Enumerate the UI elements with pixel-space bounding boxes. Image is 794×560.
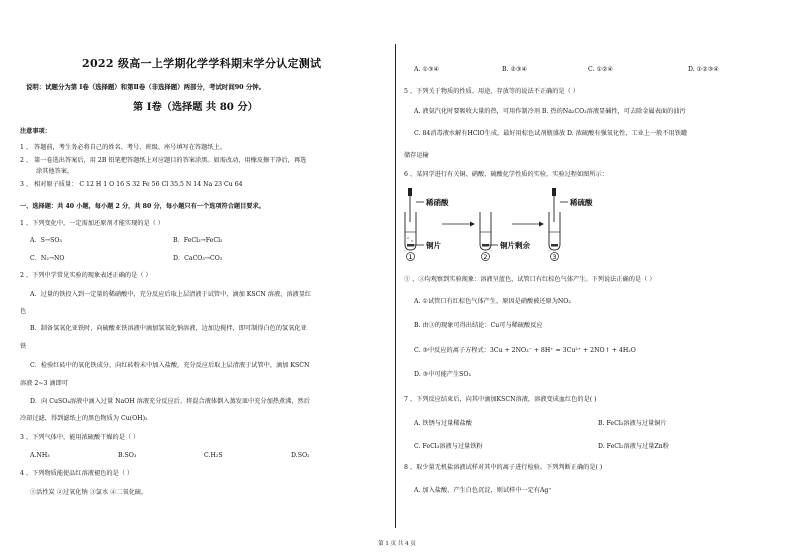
q7-option-b: B. FeCl₃溶液与过量铜片 xyxy=(598,420,667,427)
question-6: 6 、某同学进行有关铜、硝酸、硫酸化学性质的实验，实验过程如图所示： xyxy=(404,171,608,178)
exam-title: 2022 级高一上学期化学学科期末学分认定测试 xyxy=(82,57,322,70)
note-3: 3 、 相对原子质量： C 12 H 1 O 16 S 32 Fe 56 Cl 35.5 N 14 Na 23 Cu 64 xyxy=(20,181,243,188)
question-4: 4 、下列物质能使品红溶液褪色的是（ ） xyxy=(20,470,134,477)
q2-option-a: A．过量的铁投入到一定量的稀硝酸中，充分反应后取上层清液于试管中，滴加 KSCN 溶液，溶液显红 xyxy=(30,291,312,298)
q2-option-b-cont: 铁 xyxy=(20,343,27,350)
svg-text:1: 1 xyxy=(408,253,413,261)
q2-option-c-cont: 溶液 2~3 滴即可 xyxy=(20,380,68,387)
q4-option-a: A. ①③④ xyxy=(414,66,440,73)
tube-number-2 xyxy=(482,253,490,262)
question-5: 5 、下列关于物质的性质、用途、存放等的说法不正确的是（ ） xyxy=(404,88,579,95)
q8-option-a: A. 加入盐酸，产生白色沉淀，则试样中一定有Ag⁺ xyxy=(414,487,552,494)
label-dilute-nitric-acid: 稀硝酸 xyxy=(426,198,449,207)
label-copper-sheet: 铜片 xyxy=(426,241,441,250)
question-7: 7 、下列反应结束后，向其中滴加KSCN溶液，溶液变成血红色的是( ) xyxy=(404,396,597,403)
q1-option-a: A．S→SO₃ xyxy=(30,237,62,244)
q2-option-d: D．向 CuSO₄溶液中滴入过量 NaOH 溶液充分反应后，将混合液体倒入蒸发皿中充分加热煮沸，然后 xyxy=(30,398,310,405)
label-copper-remaining: 铜片剩余 xyxy=(500,241,530,250)
q3-option-a: A.NH₃ xyxy=(30,452,50,459)
q5-option-a-b: A. 液氨汽化时要吸收大量的热，可用作制冷剂 B. 热的Na₂CO₃溶液显碱性，可去除金属表面的油污 xyxy=(414,108,686,115)
question-1: 1 、下列变化中，一定需加还原剂才能实现的是（ ） xyxy=(20,220,164,227)
exam-instructions: 说明：试题分为第 Ⅰ卷（选择题）和第Ⅱ卷（非选择题）两部分，考试时间90 分钟。 xyxy=(26,83,265,91)
q5-option-d-cont: 储存运输 xyxy=(404,152,429,159)
note-1: 1 、 答题前，考生务必将自己的姓名、考号、班级、座号填写在答题纸上。 xyxy=(20,144,226,151)
notes-heading: 注意事项： xyxy=(20,128,51,135)
svg-text:2: 2 xyxy=(483,253,488,261)
q3-option-b: B.SO₃ xyxy=(118,452,137,459)
part-heading: 一、选择题：共 40 小题，每小题 2 分，共 80 分，每小题只有一个选项符合题目要求。 xyxy=(20,203,265,210)
q1-option-d: D．CaCO₃→CO₂ xyxy=(173,255,223,262)
q7-option-a: A. 铁锈与过量稀盐酸 xyxy=(414,420,472,427)
column-divider xyxy=(395,44,396,528)
question-3: 3 、下列气体中，能用浓硫酸干燥的是（ ） xyxy=(20,434,140,441)
q6-option-b: B. 由③的现象可得出结论：Cu可与稀硫酸反应 xyxy=(414,322,543,329)
q2-option-d-cont: 冷却过滤，得到滤纸上的黑色物质为 Cu(OH)₂ xyxy=(20,415,148,422)
q5-option-c-d: C. 84消毒液水解有HClO生成，最好用棕色试剂瓶盛放 D. 浓硫酸有强氧化性，工业上一般不用铁罐 xyxy=(414,130,688,137)
q6-option-d: D. ③中可能产生SO₂ xyxy=(414,371,471,378)
tube-number-3 xyxy=(551,253,559,262)
q6-option-c: C. ③中反应的离子方程式：3Cu + 2NO₃⁻ + 8H⁺ = 3Cu²⁺ + 2NO↑ + 4H₂O xyxy=(414,347,636,354)
tube-number-1 xyxy=(407,253,415,262)
q6-option-a: A. ①试管口有红棕色气体产生，原因是硝酸被还原为NO₂ xyxy=(414,298,571,305)
page-footer: 第 1 页 共 4 页 xyxy=(378,541,416,547)
section-title: 第 Ⅰ卷（选择题 共 80 分） xyxy=(133,101,258,113)
q7-option-c: C. FeCl₃溶液与过量铁粉 xyxy=(414,443,483,450)
q1-option-c: C．N₂→NO xyxy=(30,255,65,262)
q3-option-d: D.SO₂ xyxy=(291,452,310,459)
q3-option-c: C.H₂S xyxy=(204,452,223,459)
q4-substances: ①活性炭 ②过氧化钠 ③氯水 ④二氧化硫。 xyxy=(30,489,148,496)
q7-option-d: D. FeCl₂溶液与过量Zn粉 xyxy=(598,443,669,450)
q4-option-d: D. ①②③④ xyxy=(688,66,719,73)
q4-option-c: C. ①②④ xyxy=(588,66,614,73)
q6-stem: ① 、③均观察到实验现象：溶液呈蓝色，试管口有红棕色气体产生。下列说法正确的是（ ） xyxy=(404,276,656,283)
q2-option-c: C．检验红砖中的氧化铁成分，向红砖粉末中加入盐酸，充分反应后取上层清液于试管中，滴加 KSCN xyxy=(30,362,310,369)
question-8: 8 、取少量无机盐溶液试样对其中的离子进行检验。下列判断正确的是( ) xyxy=(404,464,603,471)
question-2: 2 、下列中学常见实验的现象表述正确的是（ ） xyxy=(20,272,152,279)
q2-option-b: B．制备氢氧化亚铁时，向硫酸亚铁溶液中滴加氢氧化钠溶液，边加边搅拌，即可制得白色的氢氧化亚 xyxy=(30,325,307,332)
q1-option-b: B．FeCl₃→FeCl₂ xyxy=(173,237,223,244)
q2-option-a-cont: 色 xyxy=(20,308,27,315)
label-dilute-sulfuric-acid: 稀硫酸 xyxy=(570,198,593,207)
note-2: 2 、 第一卷选出答案后，用 2B 铅笔把答题纸上对应题目的答案涂黑。如需改动，用橡皮擦干净后，再选 xyxy=(20,157,307,164)
test-tube-3 xyxy=(549,188,568,250)
note-2-cont: 涂其他答案。 xyxy=(36,168,74,175)
test-tube-1 xyxy=(405,188,424,250)
test-tube-2 xyxy=(480,212,498,250)
q4-option-b: B. ②③④ xyxy=(502,66,528,73)
svg-text:3: 3 xyxy=(552,253,557,261)
